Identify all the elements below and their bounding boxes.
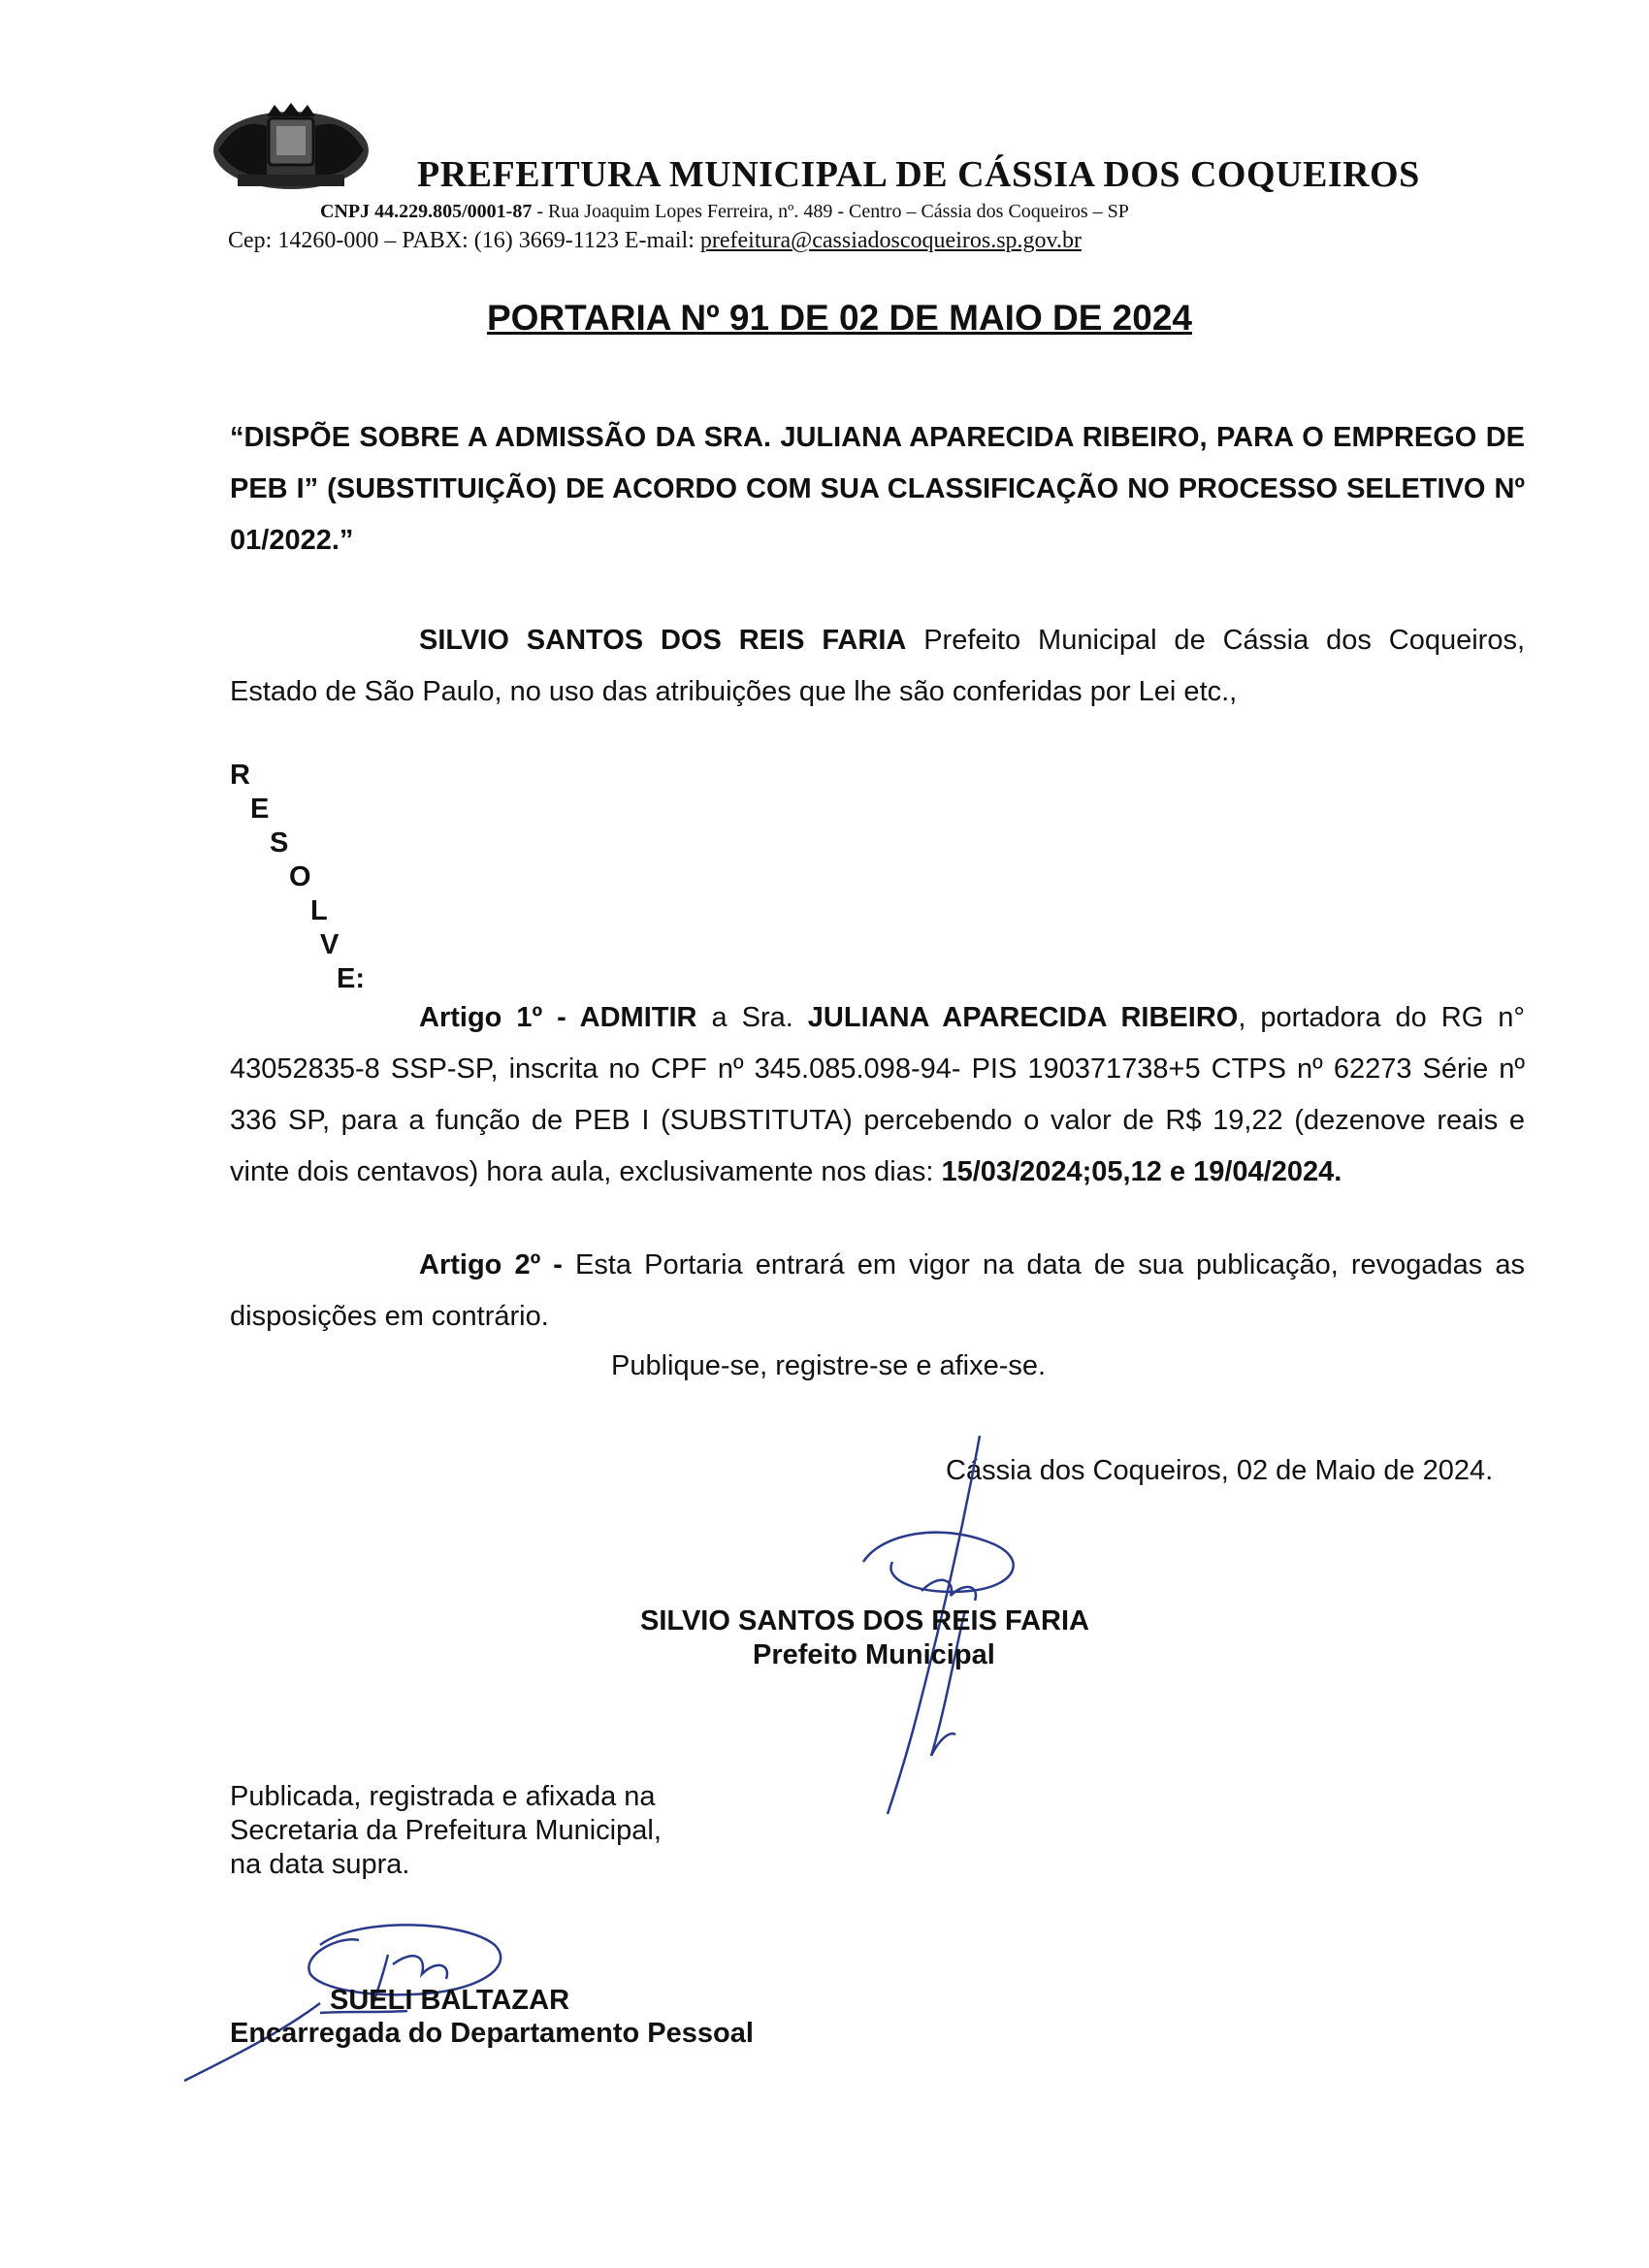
contact-info: Cep: 14260-000 – PABX: (16) 3669-1123 E-mail: xyxy=(228,228,700,253)
resolve-letter: R xyxy=(230,760,250,791)
mayor-role: Prefeito Municipal xyxy=(753,1639,995,1670)
resolve-letter: O xyxy=(289,861,311,892)
article-1-label: Artigo 1º - ADMITIR xyxy=(419,1002,697,1033)
article-1-dates: 15/03/2024;05,12 e 19/04/2024. xyxy=(941,1156,1342,1187)
admitted-name: JULIANA APARECIDA RIBEIRO xyxy=(807,1002,1239,1033)
ementa: “DISPÕE SOBRE A ADMISSÃO DA SRA. JULIANA APARECIDA RIBEIRO, PARA O EMPREGO DE PEB I” (SUBSTITUIÇÃO) DE ACORDO COM SUA CLASSIFICAÇÃO NO PROCESSO SELETIVO Nº 01/2022.” xyxy=(230,422,1525,556)
header-title: PREFEITURA MUNICIPAL DE CÁSSIA DOS COQUEIROS xyxy=(417,154,1420,195)
article-1 xyxy=(230,992,1525,1198)
article-1-text-b: , portadora do RG n° 43052835-8 SSP-SP, inscrita no CPF nº 345.085.098-94- PIS 190371738+5 CTPS nº 62273 Série nº 336 SP, para a função de PEB I (SUBSTITUTA) percebendo o valor de R$ 19,22 (dezenove reais e vinte dois centavos) hora aula, exclusivamente nos dias: xyxy=(230,1002,1525,1187)
mayor-name-inline: SILVIO SANTOS DOS REIS FARIA xyxy=(419,625,907,656)
address: - Rua Joaquim Lopes Ferreira, nº. 489 - Centro – Cássia dos Coqueiros – SP xyxy=(532,201,1129,222)
clerk-role: Encarregada do Departamento Pessoal xyxy=(230,2018,754,2049)
resolve-letter: E: xyxy=(337,963,365,994)
article-1-text-a: a Sra. xyxy=(696,1002,808,1033)
header-contact xyxy=(228,228,1082,254)
mayor-name: SILVIO SANTOS DOS REIS FARIA xyxy=(640,1605,1089,1636)
publication-line: Publicada, registrada e afixada na xyxy=(230,1781,656,1812)
publique-line: Publique-se, registre-se e afixe-se. xyxy=(611,1350,1047,1381)
publication-line: Secretaria da Prefeitura Municipal, xyxy=(230,1815,662,1846)
email-link[interactable]: prefeitura@cassiadoscoqueiros.sp.gov.br xyxy=(699,228,1082,253)
resolve-letter: V xyxy=(320,929,340,960)
place-date: Cássia dos Coqueiros, 02 de Maio de 2024. xyxy=(946,1455,1494,1486)
clerk-name: SUELI BALTAZAR xyxy=(330,1985,570,2016)
publication-note xyxy=(230,1780,662,1882)
municipal-crest-icon xyxy=(209,97,373,194)
article-2-label: Artigo 2º - xyxy=(419,1249,563,1280)
resolve-letter: S xyxy=(270,827,289,859)
article-2-text: Esta Portaria entrará em vigor na data de sua publicação, revogadas as disposições em contrário. xyxy=(230,1249,1525,1332)
article-2 xyxy=(230,1240,1525,1343)
publication-line: na data supra. xyxy=(230,1849,410,1880)
intro-text: Prefeito Municipal de Cássia dos Coqueiros, Estado de São Paulo, no uso das atribuições que lhe são conferidas por Lei etc., xyxy=(230,625,1525,707)
cnpj: CNPJ 44.229.805/0001-87 xyxy=(320,201,533,222)
resolve-letter: L xyxy=(310,895,328,926)
intro-paragraph xyxy=(230,615,1525,718)
resolve-letter: E xyxy=(250,794,270,825)
document-title: PORTARIA Nº 91 DE 02 DE MAIO DE 2024 xyxy=(487,298,1192,338)
header-cnpj-address xyxy=(320,201,1129,223)
